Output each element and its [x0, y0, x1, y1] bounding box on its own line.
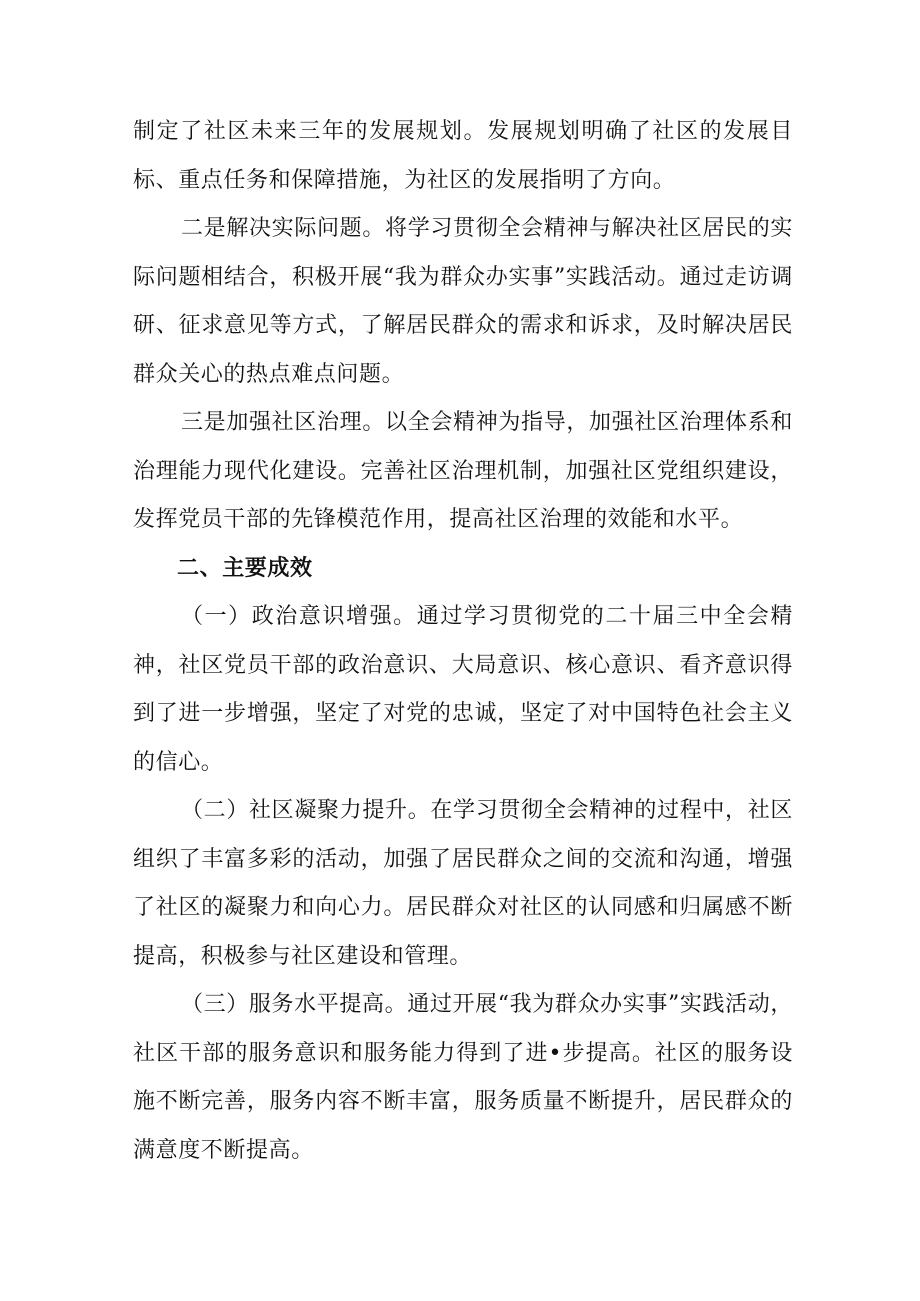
document-body [133, 108, 793, 1175]
paragraph-political-awareness: （一）政治意识增强。通过学习贯彻党的二十届三中全会精神，社区党员干部的政治意识、大局意识、核心意识、看齐意识得到了进一步增强，坚定了对党的忠诚，坚定了对中国特色社会主义的信心。 [133, 604, 793, 775]
paragraph-community-cohesion: （二）社区凝聚力提升。在学习贯彻全会精神的过程中，社区组织了丰富多彩的活动，加强了居民群众之间的交流和沟通，增强了社区的凝聚力和向心力。居民群众对社区的认同感和归属感不断提高，积极参与社区建设和管理。 [133, 798, 793, 969]
section-heading-main-results: 二、主要成效 [177, 555, 313, 581]
paragraph-strengthen-governance: 三是加强社区治理。以全会精神为指导，加强社区治理体系和治理能力现代化建设。完善社区治理机制，加强社区党组织建设，发挥党员干部的先锋模范作用，提高社区治理的效能和水平。 [133, 410, 793, 532]
paragraph-service-level: （三）服务水平提高。通过开展“我为群众办实事”实践活动，社区干部的服务意识和服务能力得到了进•步提高。社区的服务设施不断完善，服务内容不断丰富，服务质量不断提升，居民群众的满意度不断提高。 [133, 992, 793, 1163]
paragraph-development-plan: 制定了社区未来三年的发展规划。发展规划明确了社区的发展目标、重点任务和保障措施，为社区的发展指明了方向。 [133, 119, 793, 193]
paragraph-solve-practical-problems: 二是解决实际问题。将学习贯彻全会精神与解决社区居民的实际问题相结合，积极开展“我为群众办实事”实践活动。通过走访调研、征求意见等方式，了解居民群众的需求和诉求，及时解决居民群众关心的热点难点问题。 [133, 216, 793, 387]
